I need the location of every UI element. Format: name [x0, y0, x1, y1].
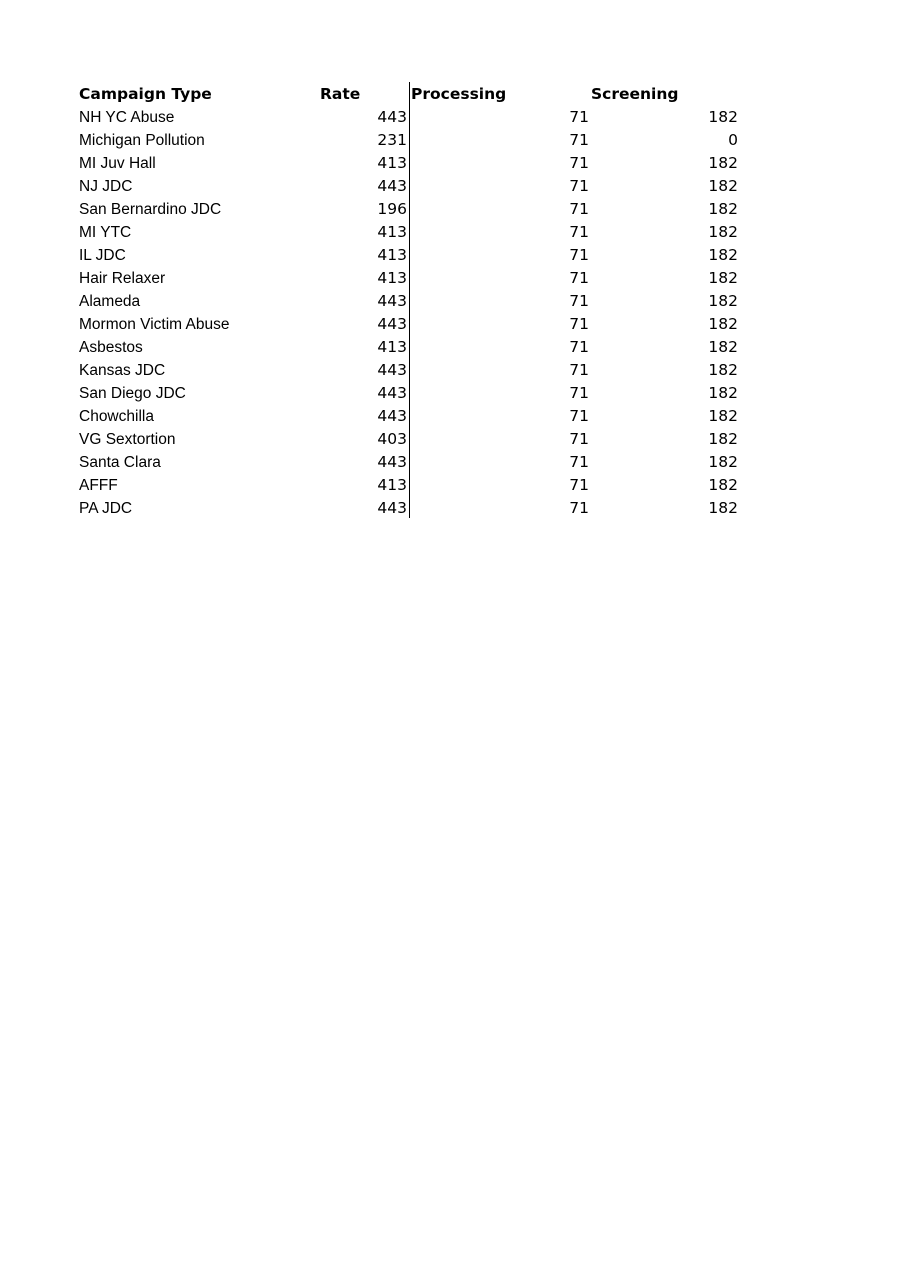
campaign-rate-table — [79, 83, 739, 520]
table-header-row — [79, 83, 739, 106]
cell-processing: 71 — [569, 269, 589, 287]
table-row — [79, 382, 739, 405]
cell-rate: 443 — [377, 108, 407, 126]
cell-campaign-type: Hair Relaxer — [79, 270, 166, 287]
cell-campaign-type: San Bernardino JDC — [79, 201, 222, 218]
cell-screening: 182 — [708, 476, 738, 494]
cell-processing: 71 — [569, 108, 589, 126]
cell-screening: 182 — [708, 338, 738, 356]
cell-screening: 182 — [708, 269, 738, 287]
header-processing: Processing — [411, 85, 507, 103]
cell-screening: 182 — [708, 361, 738, 379]
cell-rate: 413 — [377, 338, 407, 356]
cell-processing: 71 — [569, 315, 589, 333]
cell-campaign-type: NJ JDC — [79, 178, 133, 195]
cell-screening: 182 — [708, 384, 738, 402]
table-row — [79, 359, 739, 382]
cell-rate: 443 — [377, 315, 407, 333]
cell-campaign-type: IL JDC — [79, 247, 126, 264]
table-row — [79, 290, 739, 313]
cell-processing: 71 — [569, 223, 589, 241]
cell-rate: 443 — [377, 499, 407, 517]
cell-rate: 443 — [377, 407, 407, 425]
table-row — [79, 267, 739, 290]
cell-screening: 182 — [708, 154, 738, 172]
cell-rate: 231 — [377, 131, 407, 149]
cell-screening: 182 — [708, 407, 738, 425]
cell-rate: 443 — [377, 361, 407, 379]
cell-screening: 182 — [708, 200, 738, 218]
cell-processing: 71 — [569, 177, 589, 195]
table-row — [79, 497, 739, 520]
cell-rate: 413 — [377, 269, 407, 287]
cell-screening: 182 — [708, 430, 738, 448]
cell-screening: 182 — [708, 223, 738, 241]
table-row — [79, 428, 739, 451]
cell-processing: 71 — [569, 430, 589, 448]
cell-processing: 71 — [569, 338, 589, 356]
cell-screening: 182 — [708, 315, 738, 333]
cell-processing: 71 — [569, 476, 589, 494]
cell-campaign-type: Mormon Victim Abuse — [79, 316, 230, 333]
cell-rate: 196 — [377, 200, 407, 218]
cell-campaign-type: VG Sextortion — [79, 431, 176, 448]
table-row — [79, 175, 739, 198]
cell-processing: 71 — [569, 246, 589, 264]
table-row — [79, 198, 739, 221]
table-row — [79, 129, 739, 152]
header-screening: Screening — [591, 85, 679, 103]
table-row — [79, 313, 739, 336]
cell-campaign-type: PA JDC — [79, 500, 133, 517]
table-row — [79, 244, 739, 267]
cell-rate: 403 — [377, 430, 407, 448]
cell-processing: 71 — [569, 200, 589, 218]
table-row — [79, 336, 739, 359]
cell-campaign-type: Chowchilla — [79, 408, 154, 425]
header-campaign-type: Campaign Type — [79, 85, 212, 103]
table-body — [79, 106, 739, 520]
cell-screening: 182 — [708, 292, 738, 310]
cell-screening: 182 — [708, 177, 738, 195]
table-row — [79, 474, 739, 497]
cell-processing: 71 — [569, 131, 589, 149]
cell-campaign-type: Michigan Pollution — [79, 132, 205, 149]
cell-screening: 182 — [708, 499, 738, 517]
cell-rate: 443 — [377, 453, 407, 471]
table-row — [79, 152, 739, 175]
cell-processing: 71 — [569, 154, 589, 172]
cell-processing: 71 — [569, 499, 589, 517]
cell-rate: 413 — [377, 476, 407, 494]
cell-processing: 71 — [569, 292, 589, 310]
cell-rate: 443 — [377, 177, 407, 195]
table-row — [79, 451, 739, 474]
cell-processing: 71 — [569, 384, 589, 402]
cell-screening: 0 — [728, 131, 738, 149]
cell-campaign-type: MI YTC — [79, 224, 132, 241]
table-row — [79, 221, 739, 244]
cell-campaign-type: Asbestos — [79, 339, 143, 356]
table-row — [79, 106, 739, 129]
header-rate: Rate — [320, 85, 361, 103]
cell-rate: 413 — [377, 154, 407, 172]
cell-processing: 71 — [569, 407, 589, 425]
cell-rate: 443 — [377, 384, 407, 402]
cell-campaign-type: Kansas JDC — [79, 362, 166, 379]
cell-campaign-type: NH YC Abuse — [79, 109, 175, 126]
cell-screening: 182 — [708, 246, 738, 264]
cell-campaign-type: AFFF — [79, 477, 118, 494]
cell-processing: 71 — [569, 361, 589, 379]
cell-campaign-type: MI Juv Hall — [79, 155, 156, 172]
cell-campaign-type: Alameda — [79, 293, 141, 310]
cell-rate: 413 — [377, 246, 407, 264]
cell-campaign-type: San Diego JDC — [79, 385, 186, 402]
cell-processing: 71 — [569, 453, 589, 471]
cell-campaign-type: Santa Clara — [79, 454, 161, 471]
cell-rate: 413 — [377, 223, 407, 241]
cell-screening: 182 — [708, 108, 738, 126]
cell-screening: 182 — [708, 453, 738, 471]
table-row — [79, 405, 739, 428]
cell-rate: 443 — [377, 292, 407, 310]
